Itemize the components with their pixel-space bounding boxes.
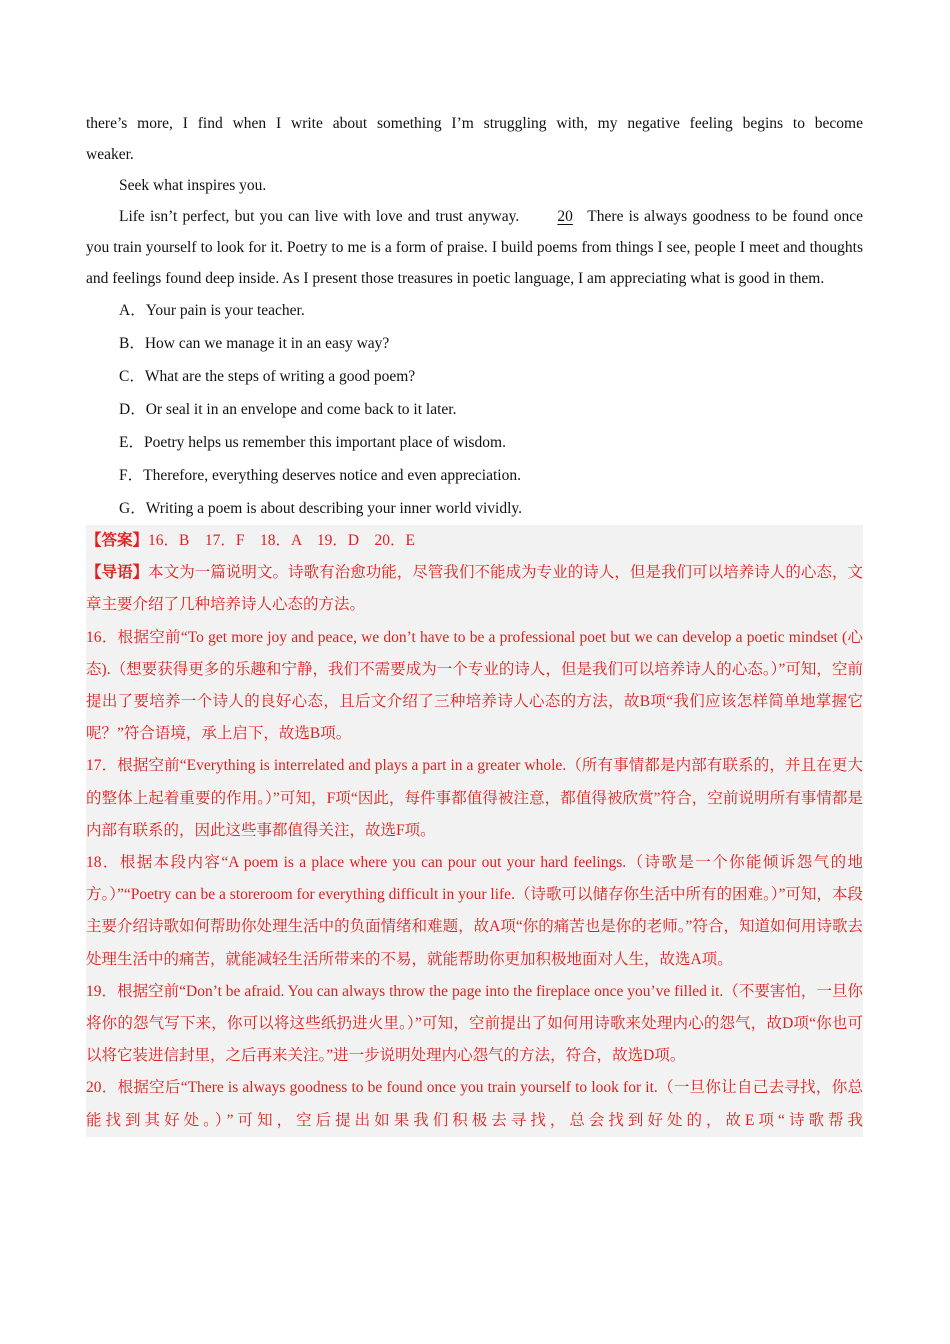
blank-20: 20: [557, 208, 573, 225]
passage-line: there’s more, I find when I write about something I’m struggling with, my negative feeling begins to become: [86, 115, 863, 132]
intro-label: 【导语】: [86, 564, 149, 582]
explanation-20: 20．根据空后“There is always goodness to be found once you train yourself to look for it.（一旦你让自己去寻找，你总能找到其好处。）”可知，空后提出如果我们积极去寻找，总会找到好处的，故E项“诗歌帮我: [86, 1079, 863, 1129]
answer-section: [86, 525, 863, 1137]
intro-paragraph: [86, 557, 863, 621]
option-e: E．Poetry helps us remember this important place of wisdom.: [119, 434, 506, 451]
document-page: [86, 108, 863, 1137]
intro-text: 本文为一篇说明文。诗歌有治愈功能，尽管我们不能成为专业的诗人，但是我们可以培养诗人的心态，文章主要介绍了几种培养诗人心态的方法。: [86, 564, 863, 614]
passage-paragraph: [86, 201, 863, 294]
options-list: [86, 294, 863, 525]
option-g: G．Writing a poem is about describing your inner world vividly.: [119, 500, 523, 517]
explanation-16: 16．根据空前“To get more joy and peace, we don’t have to be a professional poet but we can develop a poetic mindset (心态).（想要获得更多的乐趣和宁静，我们不需要成为一个专业的诗人，但是我们可以培养诗人的心态。）”可知，空前提出了要培养一个诗人的良好心态，且后文介绍了三种培养诗人心态的方法，故B项“我们应该怎样简单地掌握它呢？”符合语境，承上启下，故选B项。: [86, 628, 863, 743]
answer-label: 【答案】: [86, 532, 149, 549]
option-c: C．What are the steps of writing a good poem?: [119, 368, 416, 385]
option-b: B．How can we manage it in an easy way?: [119, 335, 390, 352]
option-f: F．Therefore, everything deserves notice and even appreciation.: [119, 467, 521, 484]
explanation-17: 17．根据空前“Everything is interrelated and plays a part in a greater whole.（所有事情都是内部有联系的，并且在更大的整体上起着重要的作用。）”可知，F项“因此，每件事都值得被注意，都值得被欣赏”符合，空前说明所有事情都是内部有联系的，因此这些事都值得关注，故选F项。: [86, 757, 863, 839]
paragraph-text: Life isn’t perfect, but you can live with love and trust anyway.: [119, 208, 525, 225]
option-d: D．Or seal it in an envelope and come back to it later.: [119, 401, 457, 418]
answer-line: [86, 525, 863, 557]
explanation-18: 18．根据本段内容“A poem is a place where you can pour out your hard feelings.（诗歌是一个你能倾诉怨气的地方。）”“Poetry can be a storeroom for everything difficult in your life.（诗歌可以储存你生活中所有的困难。）”可知，本段主要介绍诗歌如何帮助你处理生活中的负面情绪和难题，故A项“你的痛苦也是你的老师。”符合，知道如何用诗歌去处理生活中的痛苦，就能减轻生活所带来的不易，就能帮助你更加积极地面对人生，故选A项。: [86, 854, 863, 968]
passage-line: weaker.: [86, 146, 134, 163]
option-a: A．Your pain is your teacher.: [119, 302, 305, 319]
paragraph-text: There is always goodness to be found once you train yourself to look for it. Poetry to me is a form of praise. I build poems from things I see, people I meet and thoughts and feelings found deep inside. As I present those treasures in poetic language, I am appreciating what is good in them.: [86, 208, 863, 287]
answer-text: 16．B 17．F 18．A 19．D 20．E: [148, 532, 415, 549]
explanation-19: 19．根据空前“Don’t be afraid. You can always throw the page into the fireplace once you’ve filled it.（不要害怕，一旦你将你的怨气写下来，你可以将这些纸扔进火里。）”可知，空前提出了如何用诗歌来处理内心的怨气，故D项“你也可以将它装进信封里，之后再来关注。”进一步说明处理内心怨气的方法，符合，故选D项。: [86, 982, 863, 1065]
section-heading: Seek what inspires you.: [119, 177, 267, 194]
